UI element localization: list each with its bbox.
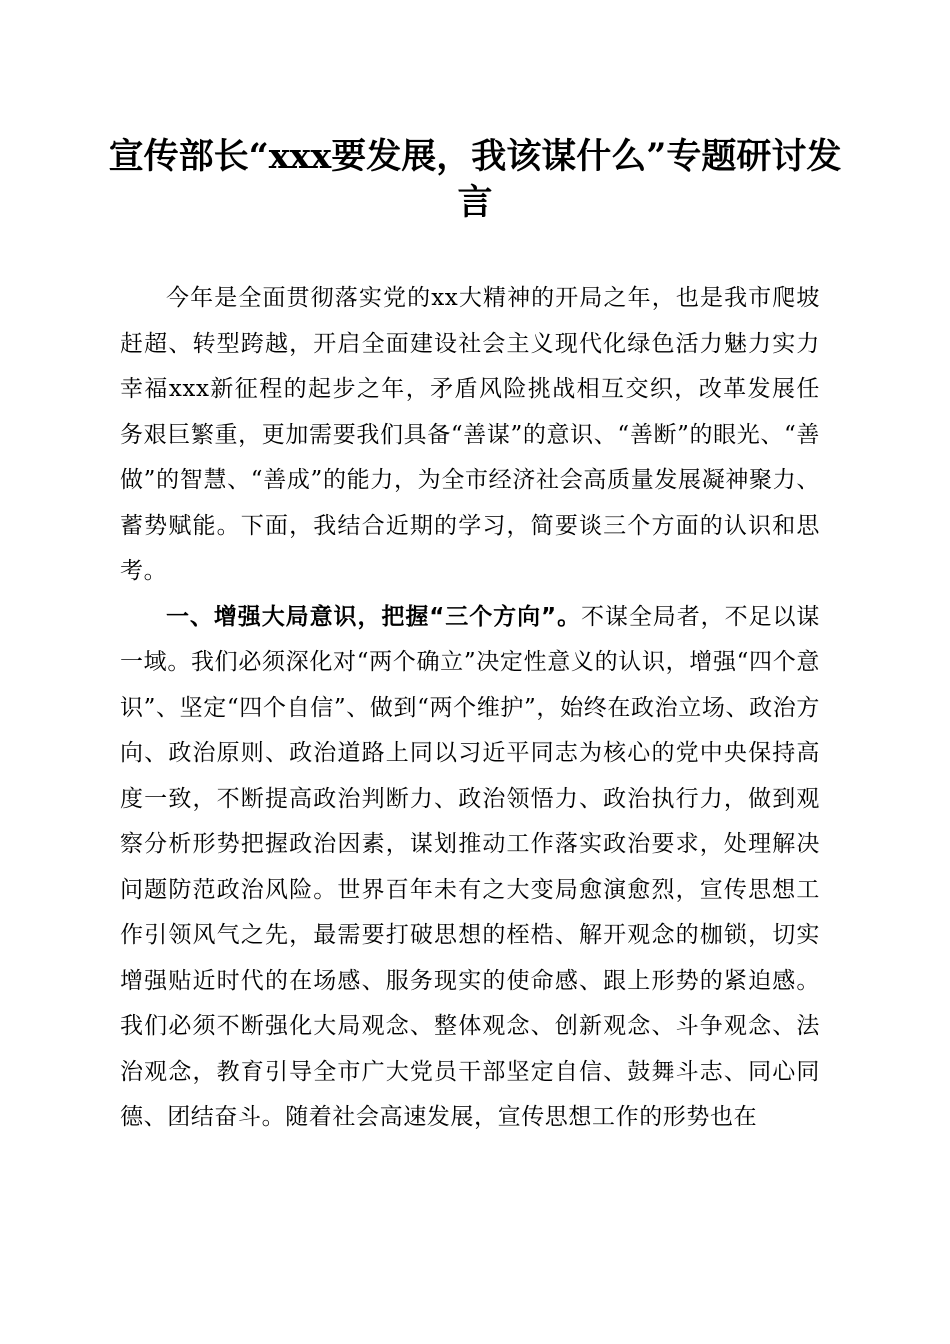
paragraph-section-one — [120, 595, 820, 1141]
paragraph-intro — [120, 276, 820, 595]
paragraph-intro-text: 今年是全面贯彻落实党的xx大精神的开局之年，也是我市爬坡赶超、转型跨越，开启全面建设社会主义现代化绿色活力魅力实力幸福xxx新征程的起步之年，矛盾风险挑战相互交织，改革发展任务艰巨繁重，更加需要我们具备“善谋”的意识、“善断”的眼光、“善做”的智慧、“善成”的能力，为全市经济社会高质量发展凝神聚力、蓄势赋能。下面，我结合近期的学习，简要谈三个方面的认识和思考。 — [120, 285, 820, 584]
section-one-text: 不谋全局者，不足以谋一域。我们必须深化对“两个确立”决定性意义的认识，增强“四个意识”、坚定“四个自信”、做到“两个维护”，始终在政治立场、政治方向、政治原则、政治道路上同以习近平同志为核心的党中央保持高度一致，不断提高政治判断力、政治领悟力、政治执行力，做到观察分析形势把握政治因素，谋划推动工作落实政治要求，处理解决问题防范政治风险。世界百年未有之大变局愈演愈烈，宣传思想工作引领风气之先，最需要打破思想的桎梏、解开观念的枷锁，切实增强贴近时代的在场感、服务现实的使命感、跟上形势的紧迫感。我们必须不断强化大局观念、整体观念、创新观念、斗争观念、法治观念，教育引导全市广大党员干部坚定自信、鼓舞斗志、同心同德、团结奋斗。随着社会高速发展，宣传思想工作的形势也在 — [120, 603, 821, 1130]
document-body — [120, 276, 820, 1141]
section-one-heading: 一、增强大局意识，把握“三个方向”。 — [166, 603, 582, 630]
document-title: 宣传部长“xxx要发展，我该谋什么”专题研讨发言 — [108, 136, 842, 223]
